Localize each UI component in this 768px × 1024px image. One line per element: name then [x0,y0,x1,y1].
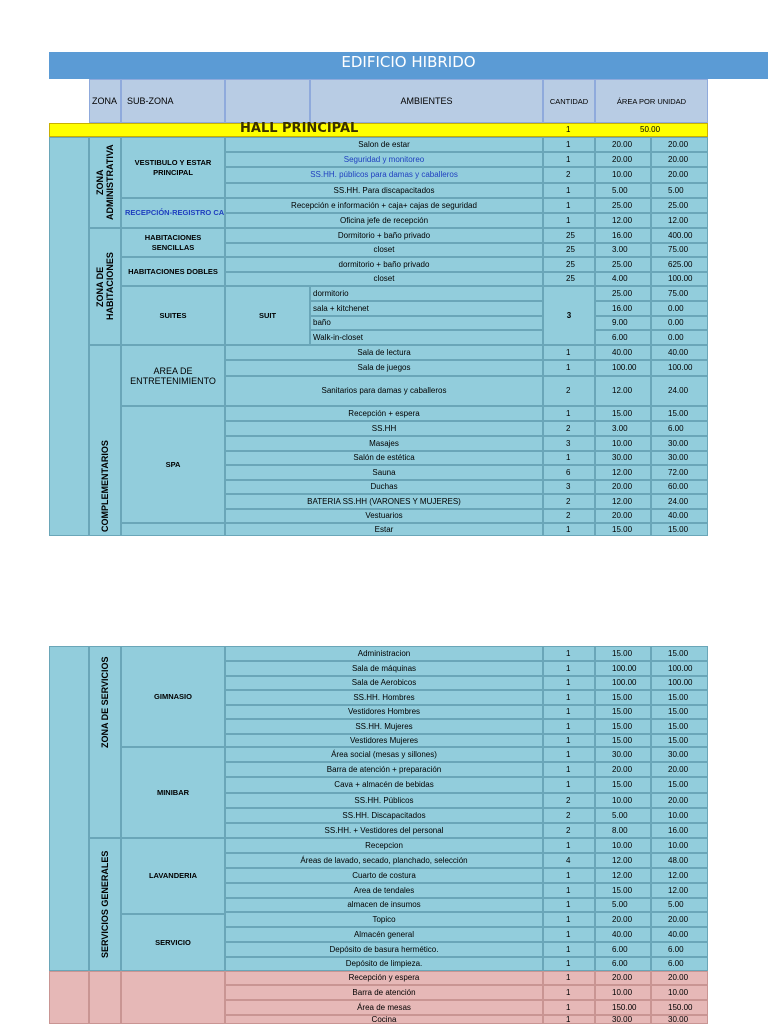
area-unidad-cell: 10.00 [595,985,651,1000]
area-total-cell: 20.00 [651,912,708,927]
area-total-cell: 0.00 [651,330,708,345]
area-unidad-cell: 20.00 [595,912,651,927]
cantidad-cell: 25 [543,228,595,243]
area-unidad-cell: 10.00 [595,436,651,451]
ambiente-cell: Sala de máquinas [225,661,543,676]
subzone-lavanderia: LAVANDERIA [121,838,225,914]
area-unidad-cell: 20.00 [595,971,651,985]
cantidad-cell: 1 [543,942,595,957]
cantidad-cell: 25 [543,257,595,272]
area-total-cell: 20.00 [651,137,708,152]
area-unidad-cell: 100.00 [595,676,651,690]
area-unidad-cell: 25.00 [595,286,651,301]
cantidad-cell: 4 [543,853,595,868]
ambiente-cell: SS.HH. públicos para damas y caballeros [225,167,543,183]
area-total-cell: 60.00 [651,480,708,494]
area-unidad-cell: 15.00 [595,690,651,705]
area-unidad-cell: 20.00 [595,509,651,523]
area-total-cell: 5.00 [651,898,708,912]
cantidad-cell: 1 [543,927,595,942]
area-total-cell: 75.00 [651,243,708,257]
ambiente-cell: Depósito de basura hermético. [225,942,543,957]
cantidad-cell: 2 [543,167,595,183]
cantidad-cell: 1 [543,183,595,198]
area-total-cell: 6.00 [651,957,708,971]
area-unidad-cell: 10.00 [595,838,651,853]
subzone-minibar: MINIBAR [121,747,225,838]
cantidad-cell: 1 [543,838,595,853]
area-unidad-cell: 12.00 [595,213,651,228]
ambiente-cell: Recepción + espera [225,406,543,421]
area-unidad-cell: 40.00 [595,345,651,360]
area-unidad-cell: 100.00 [595,661,651,676]
area-total-cell: 12.00 [651,868,708,883]
ambiente-cell: Sala de Aerobicos [225,676,543,690]
ambiente-cell: Cava + almacén de bebidas [225,777,543,793]
cantidad-cell: 2 [543,808,595,823]
area-total-cell: 10.00 [651,838,708,853]
area-total-cell: 100.00 [651,272,708,286]
cantidad-cell: 1 [543,360,595,376]
cantidad-cell: 2 [543,793,595,808]
zone-generales-label: SERVICIOS GENERALES [100,850,110,959]
cantidad-cell: 1 [543,747,595,762]
zone-column-bottom [49,646,89,971]
zone-pink-a [49,971,89,1024]
subzone-spa: SPA [121,406,225,523]
area-total-cell: 20.00 [651,152,708,167]
ambiente-cell: Sala de juegos [225,360,543,376]
ambiente-cell: Walk-in-closet [310,330,543,345]
cantidad-cell: 1 [543,705,595,719]
area-total-cell: 15.00 [651,406,708,421]
area-total-cell: 6.00 [651,421,708,436]
zone-complementarios-label: COMPLEMENTARIOS [100,440,110,533]
area-total-cell: 15.00 [651,719,708,734]
ambiente-cell: sala + kitchenet [310,301,543,316]
area-unidad-cell: 30.00 [595,451,651,465]
ambiente-cell: Recepción y espera [225,971,543,985]
ambiente-cell: almacen de insumos [225,898,543,912]
ambiente-cell: Cocina [225,1015,543,1024]
area-total-cell: 15.00 [651,777,708,793]
cantidad-cell: 2 [543,421,595,436]
zone-servicios-label: ZONA DE SERVICIOS [100,656,110,748]
zone-administrativa [89,137,121,228]
hall-principal-row [49,123,708,137]
subzone-dobles: HABITACIONES DOBLES [121,257,225,286]
area-unidad-cell: 150.00 [595,1000,651,1015]
zone-servicios [89,646,121,838]
area-total-cell: 48.00 [651,853,708,868]
area-unidad-cell: 12.00 [595,853,651,868]
ambiente-cell: Barra de atención + preparación [225,762,543,777]
area-unidad-cell: 25.00 [595,198,651,213]
cantidad-cell: 1 [543,676,595,690]
area-total-cell: 15.00 [651,734,708,747]
page-title: EDIFICIO HIBRIDO [341,53,476,71]
ambiente-cell: SS.HH [225,421,543,436]
area-unidad-cell: 15.00 [595,646,651,661]
cantidad-cell: 2 [543,509,595,523]
hall-principal-qty: 1 [566,125,571,134]
ambiente-cell: Área social (mesas y sillones) [225,747,543,762]
area-unidad-cell: 12.00 [595,868,651,883]
ambiente-cell: SS.HH. Mujeres [225,719,543,734]
area-total-cell: 15.00 [651,705,708,719]
header-empty [225,79,310,123]
ambiente-cell: Vestidores Hombres [225,705,543,719]
cantidad-cell: 2 [543,494,595,509]
ambiente-cell: Vestidores Mujeres [225,734,543,747]
area-unidad-cell: 5.00 [595,808,651,823]
cantidad-cell: 2 [543,823,595,838]
cantidad-cell: 6 [543,465,595,480]
subzone-recepcion: RECEPCIÓN-REGISTRO CA [121,198,225,228]
area-total-cell: 20.00 [651,762,708,777]
area-total-cell: 16.00 [651,823,708,838]
cantidad-cell: 1 [543,1015,595,1024]
cantidad-cell: 1 [543,985,595,1000]
area-total-cell: 15.00 [651,690,708,705]
ambiente-cell: Cuarto de costura [225,868,543,883]
area-unidad-cell: 5.00 [595,183,651,198]
ambiente-cell: SS.HH. Discapacitados [225,808,543,823]
cantidad-cell: 1 [543,762,595,777]
ambiente-cell: Barra de atención [225,985,543,1000]
ambiente-cell: closet [225,243,543,257]
ambiente-cell: Sauna [225,465,543,480]
cantidad-cell: 1 [543,451,595,465]
ambiente-cell: dormitorio [310,286,543,301]
ambiente-cell: Seguridad y monitoreo [225,152,543,167]
area-unidad-cell: 16.00 [595,228,651,243]
ambiente-cell: Estar [225,523,543,536]
cantidad-cell: 1 [543,661,595,676]
header-ambientes: AMBIENTES [310,79,543,123]
area-unidad-cell: 15.00 [595,719,651,734]
zone-column-top [49,137,89,536]
area-total-cell: 25.00 [651,198,708,213]
ambiente-cell: Duchas [225,480,543,494]
cantidad-cell: 1 [543,198,595,213]
ambiente-cell: Almacén general [225,927,543,942]
cantidad-cell: 3 [543,480,595,494]
area-unidad-cell: 30.00 [595,747,651,762]
area-total-cell: 20.00 [651,167,708,183]
area-unidad-cell: 9.00 [595,316,651,330]
zone-administrativa-label: ZONA ADMINISTRATIVA [95,144,115,221]
ambiente-cell: baño [310,316,543,330]
cantidad-cell: 1 [543,898,595,912]
zone-habitaciones [89,228,121,345]
cantidad-cell: 1 [543,1000,595,1015]
area-total-cell: 20.00 [651,971,708,985]
area-unidad-cell: 15.00 [595,705,651,719]
ambiente-cell: Masajes [225,436,543,451]
area-unidad-cell: 15.00 [595,406,651,421]
hall-principal-area: 50.00 [640,125,661,134]
subzone-sencillas: HABITACIONES SENCILLAS [121,228,225,257]
cantidad-cell: 1 [543,971,595,985]
area-unidad-cell: 10.00 [595,167,651,183]
cantidad-cell: 1 [543,406,595,421]
area-total-cell: 40.00 [651,509,708,523]
header-zona: ZONA [89,79,121,123]
area-total-cell: 20.00 [651,793,708,808]
subzone-vestibulo: VESTIBULO Y ESTAR PRINCIPAL [121,137,225,198]
area-unidad-cell: 5.00 [595,898,651,912]
ambiente-cell: Sanitarios para damas y caballeros [225,376,543,406]
area-total-cell: 75.00 [651,286,708,301]
cantidad-cell: 3 [543,436,595,451]
area-unidad-cell: 15.00 [595,734,651,747]
area-total-cell: 625.00 [651,257,708,272]
area-unidad-cell: 12.00 [595,465,651,480]
ambiente-cell: closet [225,272,543,286]
subzone-suit: SUIT [225,286,310,345]
area-total-cell: 30.00 [651,436,708,451]
area-total-cell: 30.00 [651,747,708,762]
area-unidad-cell: 15.00 [595,523,651,536]
zone-pink-b [89,971,121,1024]
ambiente-cell: Recepción e información + caja+ cajas de seguridad [225,198,543,213]
cantidad-cell: 1 [543,719,595,734]
zone-habitaciones-label: ZONA DE HABITACIONES [95,252,115,321]
area-total-cell: 10.00 [651,808,708,823]
ambiente-cell: SS.HH. Para discapacitados [225,183,543,198]
area-total-cell: 100.00 [651,661,708,676]
area-unidad-cell: 8.00 [595,823,651,838]
area-total-cell: 400.00 [651,228,708,243]
subzone-entretenimiento: AREA DE ENTRETENIMIENTO [121,345,225,406]
cantidad-cell: 1 [543,777,595,793]
cantidad-cell: 25 [543,243,595,257]
area-unidad-cell: 12.00 [595,376,651,406]
page-title-bar [49,52,768,79]
ambiente-cell: Sala de lectura [225,345,543,360]
area-total-cell: 15.00 [651,523,708,536]
ambiente-cell: SS.HH. + Vestidores del personal [225,823,543,838]
ambiente-cell: Topico [225,912,543,927]
area-unidad-cell: 25.00 [595,257,651,272]
cantidad-cell: 1 [543,646,595,661]
header-subzona: SUB-ZONA [121,79,225,123]
area-unidad-cell: 16.00 [595,301,651,316]
area-unidad-cell: 4.00 [595,272,651,286]
ambiente-cell: Area de tendales [225,883,543,898]
ambiente-cell: SS.HH. Hombres [225,690,543,705]
area-total-cell: 24.00 [651,376,708,406]
area-unidad-cell: 12.00 [595,494,651,509]
header-cantidad: CANTIDAD [543,79,595,123]
ambiente-cell: SS.HH. Públicos [225,793,543,808]
cantidad-cell: 1 [543,137,595,152]
ambiente-cell: Áreas de lavado, secado, planchado, selección [225,853,543,868]
ambiente-cell: Oficina jefe de recepción [225,213,543,228]
area-total-cell: 6.00 [651,942,708,957]
area-total-cell: 12.00 [651,213,708,228]
cantidad-cell: 2 [543,376,595,406]
ambiente-cell: Salón de estética [225,451,543,465]
area-total-cell: 5.00 [651,183,708,198]
area-total-cell: 40.00 [651,927,708,942]
area-total-cell: 24.00 [651,494,708,509]
area-total-cell: 30.00 [651,451,708,465]
area-unidad-cell: 20.00 [595,762,651,777]
ambiente-cell: dormitorio + baño privado [225,257,543,272]
area-unidad-cell: 10.00 [595,793,651,808]
area-unidad-cell: 3.00 [595,243,651,257]
suites-qty: 3 [543,286,595,345]
subzone-pink [121,971,225,1024]
area-unidad-cell: 40.00 [595,927,651,942]
cantidad-cell: 1 [543,690,595,705]
header-area-unidad: ÁREA POR UNIDAD [595,79,708,123]
ambiente-cell: BATERIA SS.HH (VARONES Y MUJERES) [225,494,543,509]
ambiente-cell: Área de mesas [225,1000,543,1015]
area-unidad-cell: 30.00 [595,1015,651,1024]
area-total-cell: 0.00 [651,316,708,330]
area-total-cell: 12.00 [651,883,708,898]
area-unidad-cell: 20.00 [595,137,651,152]
area-total-cell: 72.00 [651,465,708,480]
area-total-cell: 40.00 [651,345,708,360]
area-total-cell: 100.00 [651,360,708,376]
area-unidad-cell: 15.00 [595,883,651,898]
area-total-cell: 15.00 [651,646,708,661]
ambiente-cell: Vestuarios [225,509,543,523]
ambiente-cell: Depósito de limpieza. [225,957,543,971]
ambiente-cell: Salon de estar [225,137,543,152]
area-total-cell: 100.00 [651,676,708,690]
cantidad-cell: 25 [543,272,595,286]
cantidad-cell: 1 [543,345,595,360]
area-total-cell: 0.00 [651,301,708,316]
zone-complementarios [89,345,121,536]
area-unidad-cell: 6.00 [595,942,651,957]
area-unidad-cell: 6.00 [595,330,651,345]
area-total-cell: 150.00 [651,1000,708,1015]
area-unidad-cell: 100.00 [595,360,651,376]
ambiente-cell: Recepcion [225,838,543,853]
area-unidad-cell: 20.00 [595,480,651,494]
hall-principal-label: HALL PRINCIPAL [240,121,359,136]
subzone-extra [121,523,225,536]
ambiente-cell: Dormitorio + baño privado [225,228,543,243]
cantidad-cell: 1 [543,213,595,228]
cantidad-cell: 1 [543,523,595,536]
cantidad-cell: 1 [543,883,595,898]
area-unidad-cell: 20.00 [595,152,651,167]
cantidad-cell: 1 [543,152,595,167]
area-unidad-cell: 6.00 [595,957,651,971]
area-total-cell: 10.00 [651,985,708,1000]
subzone-servicio: SERVICIO [121,914,225,971]
cantidad-cell: 1 [543,734,595,747]
subzone-suites: SUITES [121,286,225,345]
zone-generales [89,838,121,971]
area-unidad-cell: 3.00 [595,421,651,436]
area-total-cell: 30.00 [651,1015,708,1024]
area-unidad-cell: 15.00 [595,777,651,793]
cantidad-cell: 1 [543,868,595,883]
cantidad-cell: 1 [543,957,595,971]
subzone-gimnasio: GIMNASIO [121,646,225,747]
cantidad-cell: 1 [543,912,595,927]
ambiente-cell: Administracion [225,646,543,661]
